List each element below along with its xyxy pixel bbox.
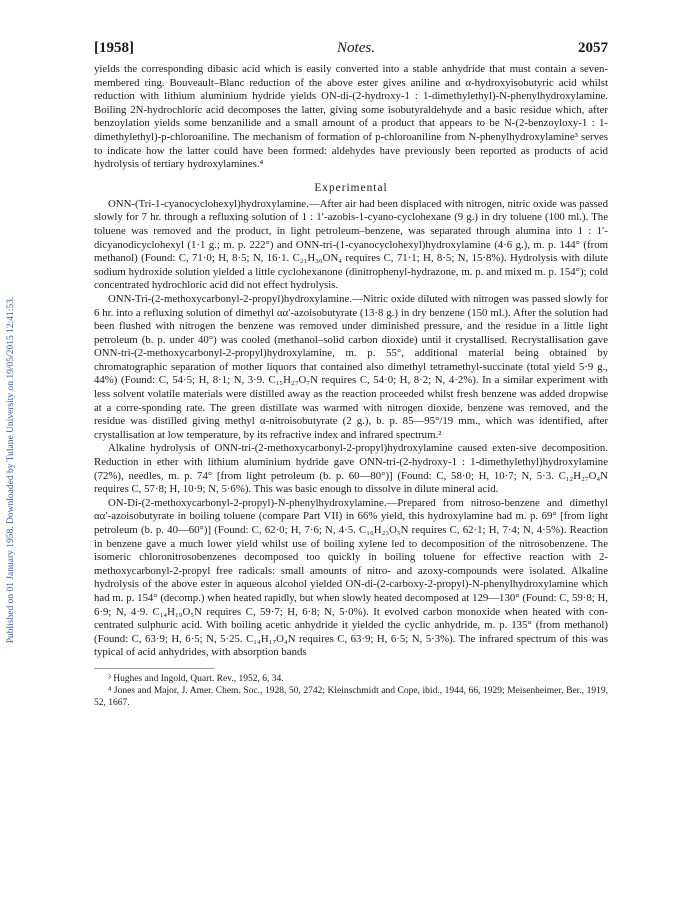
publication-stamp (4, 150, 18, 790)
footnote-3: ³ Hughes and Ingold, Quart. Rev., 1952, 6, 34. (108, 673, 284, 684)
paragraph-trimethoxycarbonyl: ONN-Tri-(2-methoxycarbonyl-2-propyl)hydroxylamine.—Nitric oxide diluted with nitrogen was passed slowly for 6 hr. into a refluxing solution of dimethyl αα′-azoisobutyrate (13·8 g.) in dry benzene (150 ml.). After the solution had been flushed with nitrogen the benzene was removed under diminished pressure, and the residue in a little light petroleum (b. p. under 40°) was cooled (methanol–solid carbon dioxide) until it crystallised. Recrystallisation gave ONN-tri-(2-methoxycarbonyl-2-propyl)hydroxylamine, m. p. 55°, additional material being obtained by chromatographic separation of mother liquors that contained also dimethyl tetramethyl-succinate (total yield 5·9 g., 44%) (Found: C, 54·5; H, 8·1; N, 3·9. C₁₅H₂₇O₇N requires C, 54·0; H, 8·2; N, 4·2%). In a similar experiment with less solvent volatile materials were distilled away as the reaction proceeded whilst fresh benzene was added dropwise at a corre-sponding rate. The green distillate was warmed with nitrogen dioxide, benzene was removed, and the residue was distilled giving methyl α-nitroisobutyrate (2 g.), b. p. 85—95°/19 mm., which was identified, after crystallisation at low temperature, by its refractive index and infrared spectrum.² (94, 292, 608, 441)
paragraph-tricyanocyclohexyl: ONN-(Tri-1-cyanocyclohexyl)hydroxylamine.—After air had been displaced with nitrogen, nitric oxide was passed slowly for 7 hr. through a refluxing solution of 1 : 1′-azobis-1-cyano-cyclohexane (9 g.) in dry toluene (100 ml.). The toluene was removed and the product, in light petroleum–benzene, was separated through alumina into 1 : 1′-dicyanodicyclohexyl (1·1 g.; m. p. 222°) and ONN-tri-(1-cyanocyclohexyl)hydroxylamine (4·6 g.), m. p. 144° (from methanol) (Found: C, 71·0; H, 8·5; N, 16·1. C₂₁H₃₀ON₄ requires C, 71·1; H, 8·5; N, 15·8%). Hydrolysis with dilute sodium hydroxide solution yielded a little cyclohexanone (dinitrophenyl-hydrazone, m. p. and mixed m. p. 154°); cold concentrated hydrochloric acid did not effect hydrolysis. (94, 197, 608, 292)
footnote-4: ⁴ Jones and Major, J. Amer. Chem. Soc., 1928, 50, 2742; Kleinschmidt and Cope, ibid., 1944, 66, 1929; Meisenheimer, Ber., 1919, 52, 1667. (94, 685, 608, 708)
footnote-divider (94, 668, 214, 669)
paragraph-phenylhydroxylamine: ON-Di-(2-methoxycarbonyl-2-propyl)-N-phenylhydroxylamine.—Prepared from nitroso-benzene and dimethyl αα′-azoisobutyrate in boiling toluene (compare Part VII) in 66% yield, this hydroxylamine had m. p. 69° [from light petroleum (b. p. 40—60°)] (Found: C, 62·0; H, 7·6; N, 4·5. C₁₆H₂₃O₅N requires C, 62·1; H, 7·4; N, 4·5%). Reaction in benzene gave a much lower yield whilst use of boiling xylene led to decomposition of the nitrosobenzene. The isomeric chloronitrosobenzenes decomposed too quickly in boiling toluene for effective reaction with 2-methoxycarbonyl-2-propyl free radicals: small amounts of nitro- and azoxy-compounds were isolated. Alkaline hydrolysis of the above ester in aqueous alcohol yielded ON-di-(2-carboxy-2-propyl)-N-phenylhydroxylamine which had m. p. 154° (decomp.) when heated rapidly, but when slowly heated decomposed at 129—130° (Found: C, 59·8; H, 6·9; N, 4·9. C₁₄H₁₉O₅N requires C, 59·7; H, 6·8; N, 5·0%). It evolved carbon monoxide when heated with con-centrated sulphuric acid. With boiling acetic anhydride it yielded the cyclic anhydride, m. p. 135° (from methanol) (Found: C, 63·9; H, 6·5; N, 5·25. C₁₄H₁₇O₄N requires C, 63·9; H, 6·5; N, 5·3%). The infrared spectrum of this was typical of acid anhydrides, with absorption bands (94, 496, 608, 659)
page-header (94, 40, 608, 57)
journal-page (94, 40, 608, 709)
paragraph-alkaline-hydrolysis: Alkaline hydrolysis of ONN-tri-(2-methoxycarbonyl-2-propyl)hydroxylamine caused exten-sive decomposition. Reduction in ether with lithium aluminium hydride gave ONN-tri-(2-hydroxy-1 : 1-dimethylethyl)hydroxylamine (72%), needles, m. p. 74° [from light petroleum (b. p. 60—80°)] (Found: C, 58·0; H, 10·7; N, 5·3. C₁₂H₂₇O₄N requires C, 57·8; H, 10·9; N, 5·6%). This was basic enough to dissolve in dilute mineral acid. (94, 442, 608, 496)
intro-paragraph: yields the corresponding dibasic acid which is easily converted into a stable anhydride that must contain a seven-membered ring. Bouveault–Blanc reduction of the above ester gives aniline and α-hydroxyisobutyric acid whilst reduction with lithium aluminium hydride yields ON-di-(2-hydroxy-1 : 1-dimethylethyl)-N-phenylhydroxylamine. Boiling 2N-hydrochloric acid decomposes the latter, giving some isobutyraldehyde and a basic residue which, after benzoylation yields some benzanilide and a small amount of a product that appears to be N-(2-benzoyloxy-1 : 1-dimethylethyl)-p-chloroaniline. The mechanism of formation of p-chloroaniline from N-phenylhydroxylamine³ serves to indicate how the latter could have been formed: aldehydes have previously been reported as products of acid hydrolysis of tertiary hydroxylamines.⁴ (94, 63, 608, 171)
header-page-number: 2057 (577, 40, 608, 56)
publication-stamp-text: Published on 01 January 1958. Downloaded by Tulane University on 19/05/2015 12:41:53. (6, 296, 16, 644)
header-year: [1958] (94, 40, 134, 56)
section-heading: Experimental (314, 181, 388, 194)
experimental-body (94, 198, 608, 660)
header-title: Notes. (337, 40, 375, 56)
